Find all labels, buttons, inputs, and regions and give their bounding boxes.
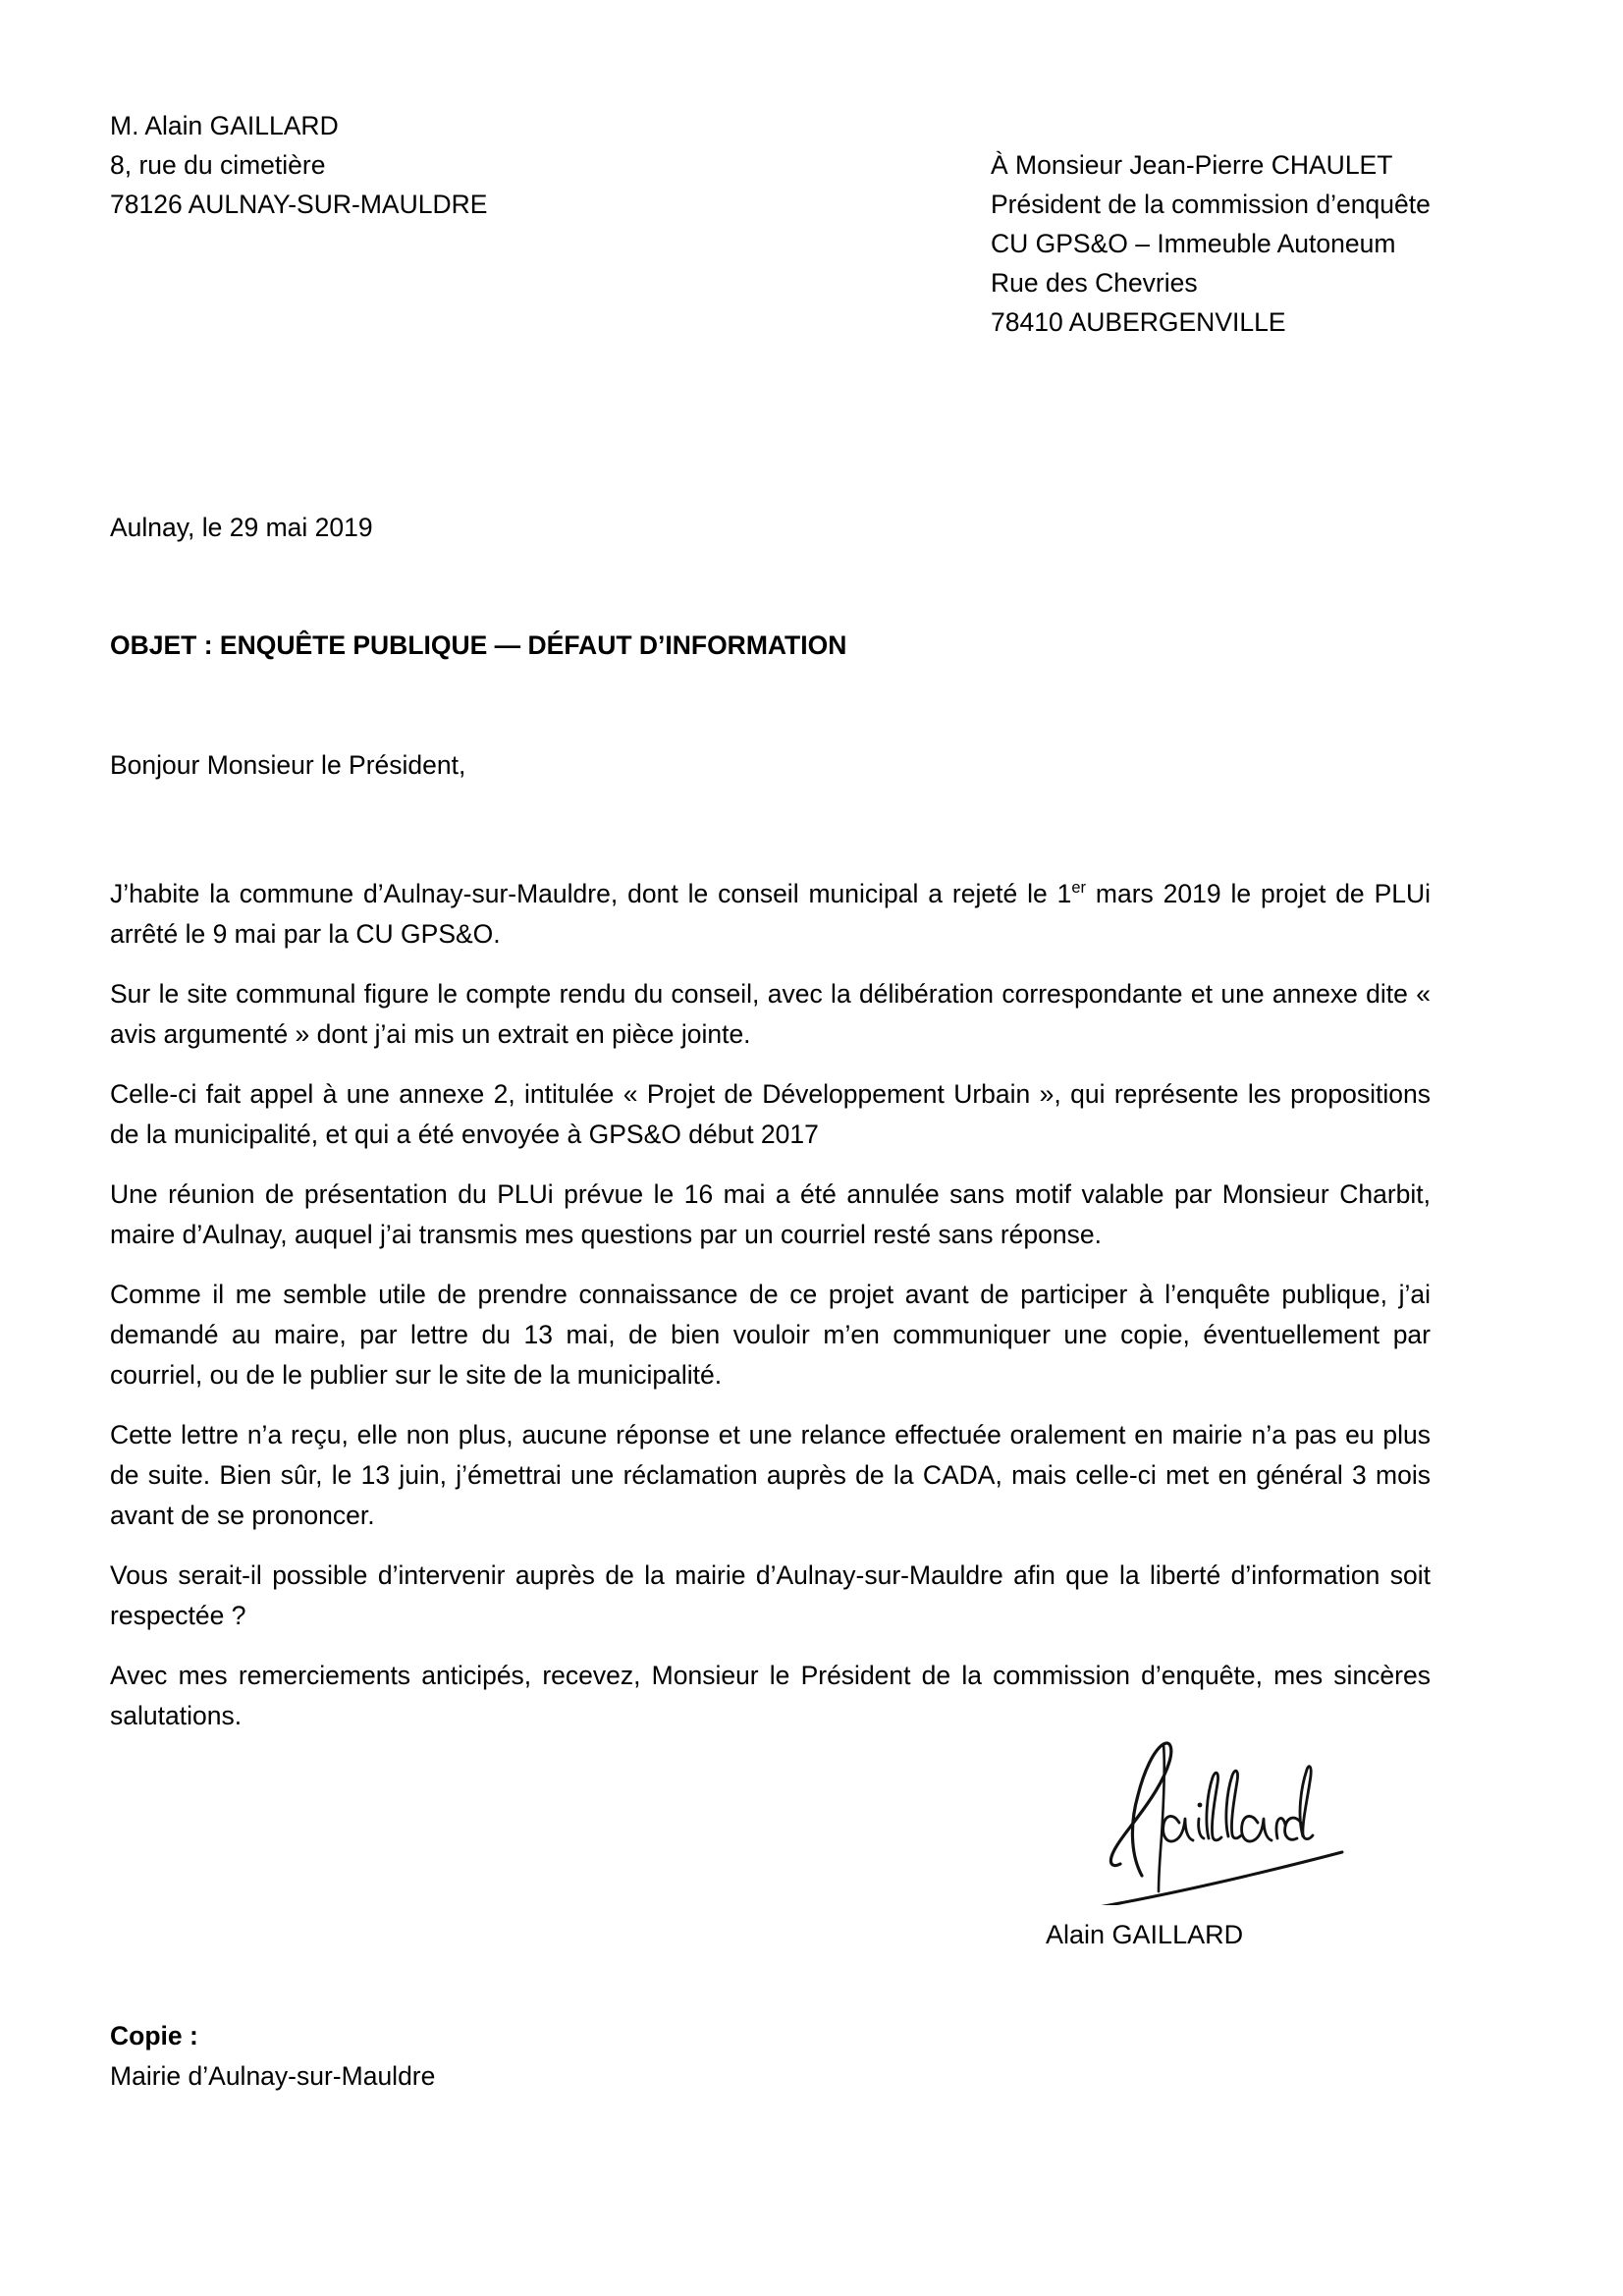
- salutation: Bonjour Monsieur le Président,: [110, 750, 466, 780]
- paragraph-8: Avec mes remerciements anticipés, recevez, Monsieur le Président de la commission d’enquête, mes sincères salutations.: [110, 1661, 1431, 1730]
- sender-street: 8, rue du cimetière: [110, 150, 326, 180]
- sender-name: M. Alain GAILLARD: [110, 111, 339, 140]
- signature-area: [1001, 1728, 1463, 2023]
- paragraph-3: Celle-ci fait appel à une annexe 2, intitulée « Projet de Développement Urbain », qui représente les propositions de la municipalité, et qui a été envoyée à GPS&O début 2017: [110, 1079, 1431, 1149]
- paragraph-4: Une réunion de présentation du PLUi prévue le 16 mai a été annulée sans motif valable par Monsieur Charbit, maire d’Aulnay, auquel j’ai transmis mes questions par un courriel resté sans réponse.: [110, 1179, 1431, 1249]
- subject-line: OBJET : ENQUÊTE PUBLIQUE — DÉFAUT D’INFORMATION: [110, 630, 847, 660]
- recipient-address-block: [991, 145, 1431, 342]
- recipient-title: Président de la commission d’enquête: [991, 190, 1431, 219]
- paragraph-2: Sur le site communal figure le compte rendu du conseil, avec la délibération correspondante et une annexe dite « avis argumenté » dont j’ai mis un extrait en pièce jointe.: [110, 979, 1431, 1049]
- paragraph-1-part-b: mars 2019 le projet de PLUi arrêté le 9 mai par la CU GPS&O.: [110, 879, 1432, 949]
- paragraph-1: [110, 874, 1431, 955]
- sender-address-block: [110, 106, 487, 224]
- copy-recipient: Mairie d’Aulnay-sur-Mauldre: [110, 2061, 436, 2091]
- date-line: Aulnay, le 29 mai 2019: [110, 513, 373, 542]
- letter-body: [110, 874, 1431, 1756]
- recipient-city: 78410 AUBERGENVILLE: [991, 307, 1286, 337]
- ordinal-suffix: er: [1071, 879, 1086, 898]
- sender-city: 78126 AULNAY-SUR-MAULDRE: [110, 190, 488, 219]
- paragraph-1-part-a: J’habite la commune d’Aulnay-sur-Mauldre, dont le conseil municipal a rejeté le 1: [110, 879, 1072, 908]
- signature-printed-name: Alain GAILLARD: [1046, 1920, 1244, 1949]
- recipient-organization: CU GPS&O – Immeuble Autoneum: [991, 229, 1396, 258]
- paragraph-7: Vous serait-il possible d’intervenir auprès de la mairie d’Aulnay-sur-Mauldre afin que la liberté d’information soit respectée ?: [110, 1560, 1431, 1630]
- copy-label: Copie :: [110, 2021, 198, 2050]
- copy-notice-block: [110, 2016, 435, 2097]
- paragraph-6: Cette lettre n’a reçu, elle non plus, aucune réponse et une relance effectuée oralement en mairie n’a pas eu plus de suite. Bien sûr, le 13 juin, j’émettrai une réclamation auprès de la CADA, mais celle-ci met en général 3 mois avant de se prononcer.: [110, 1420, 1431, 1530]
- paragraph-5: Comme il me semble utile de prendre connaissance de ce projet avant de participer à l’enquête publique, j’ai demandé au maire, par lettre du 13 mai, de bien vouloir m’en communiquer une copie, éventuellement par courriel, ou de le publier sur le site de la municipalité.: [110, 1280, 1431, 1390]
- handwritten-signature-icon: [1055, 1728, 1409, 1905]
- recipient-name: À Monsieur Jean-Pierre CHAULET: [991, 150, 1393, 180]
- recipient-street: Rue des Chevries: [991, 268, 1198, 298]
